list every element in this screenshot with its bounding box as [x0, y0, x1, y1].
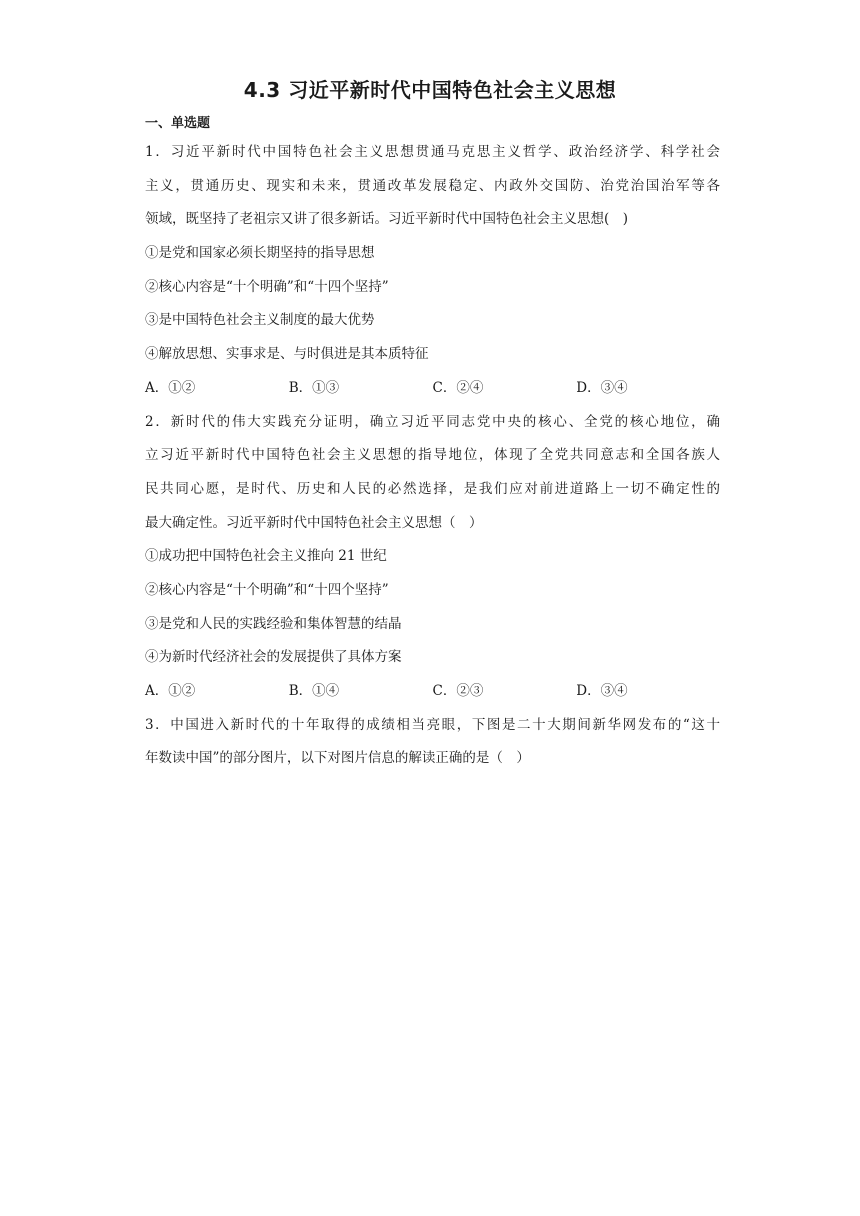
answer-choice-a[interactable]: A．①② — [145, 683, 196, 699]
answer-choice-c[interactable]: C．②③ — [432, 683, 484, 699]
page-title: 4.3 习近平新时代中国特色社会主义思想 — [243, 78, 617, 102]
question-stem-line: 主义，贯通历史、现实和未来，贯通改革发展稳定、内政外交国防、治党治国治军等各 — [145, 177, 720, 194]
statement-option: ①是党和国家必须长期坚持的指导思想 — [145, 245, 375, 262]
statement-option: ①成功把中国特色社会主义推向 21 世纪 — [145, 548, 387, 565]
question-stem-line: 最大确定性。习近平新时代中国特色社会主义思想（ ） — [145, 514, 483, 531]
statement-option: ②核心内容是“十个明确”和“十四个坚持” — [145, 278, 389, 295]
answer-choices — [145, 675, 720, 709]
answer-choice-a[interactable]: A．①② — [145, 379, 196, 396]
statement-option: ③是中国特色社会主义制度的最大优势 — [145, 312, 375, 329]
statement-option: ③是党和人民的实践经验和集体智慧的结晶 — [145, 615, 402, 632]
answer-choice-b[interactable]: B．①③ — [288, 379, 340, 396]
question-2 — [145, 406, 720, 709]
statement-option: ④解放思想、实事求是、与时俱进是其本质特征 — [145, 346, 429, 363]
answer-choice-d[interactable]: D．③④ — [576, 379, 628, 396]
statement-option: ②核心内容是“十个明确”和“十四个坚持” — [145, 581, 389, 598]
question-list — [145, 136, 720, 776]
question-stem-line: 年数读中国”的部分图片，以下对图片信息的解读正确的是（ ） — [145, 750, 530, 767]
answer-choice-d[interactable]: D．③④ — [576, 683, 628, 699]
question-stem-line: 民共同心愿，是时代、历史和人民的必然选择，是我们应对前进道路上一切不确定性的 — [145, 480, 720, 497]
answer-choice-c[interactable]: C．②④ — [432, 379, 484, 396]
question-stem-line: 立习近平新时代中国特色社会主义思想的指导地位，体现了全党共同意志和全国各族人 — [145, 447, 720, 464]
statement-option: ④为新时代经济社会的发展提供了具体方案 — [145, 649, 402, 666]
question-1 — [145, 136, 720, 406]
question-stem-line: 1．习近平新时代中国特色社会主义思想贯通马克思主义哲学、政治经济学、科学社会 — [145, 144, 720, 160]
question-stem-line: 领域，既坚持了老祖宗又讲了很多新话。习近平新时代中国特色社会主义思想( ) — [145, 211, 629, 228]
question-3 — [145, 709, 720, 776]
answer-choices — [145, 372, 720, 406]
question-stem-line: 3．中国进入新时代的十年取得的成绩相当亮眼，下图是二十大期间新华网发布的“这十 — [145, 716, 720, 733]
section-heading: 一、单选题 — [145, 116, 211, 131]
question-stem-line: 2．新时代的伟大实践充分证明，确立习近平同志党中央的核心、全党的核心地位，确 — [145, 413, 720, 430]
answer-choice-b[interactable]: B．①④ — [288, 683, 340, 699]
